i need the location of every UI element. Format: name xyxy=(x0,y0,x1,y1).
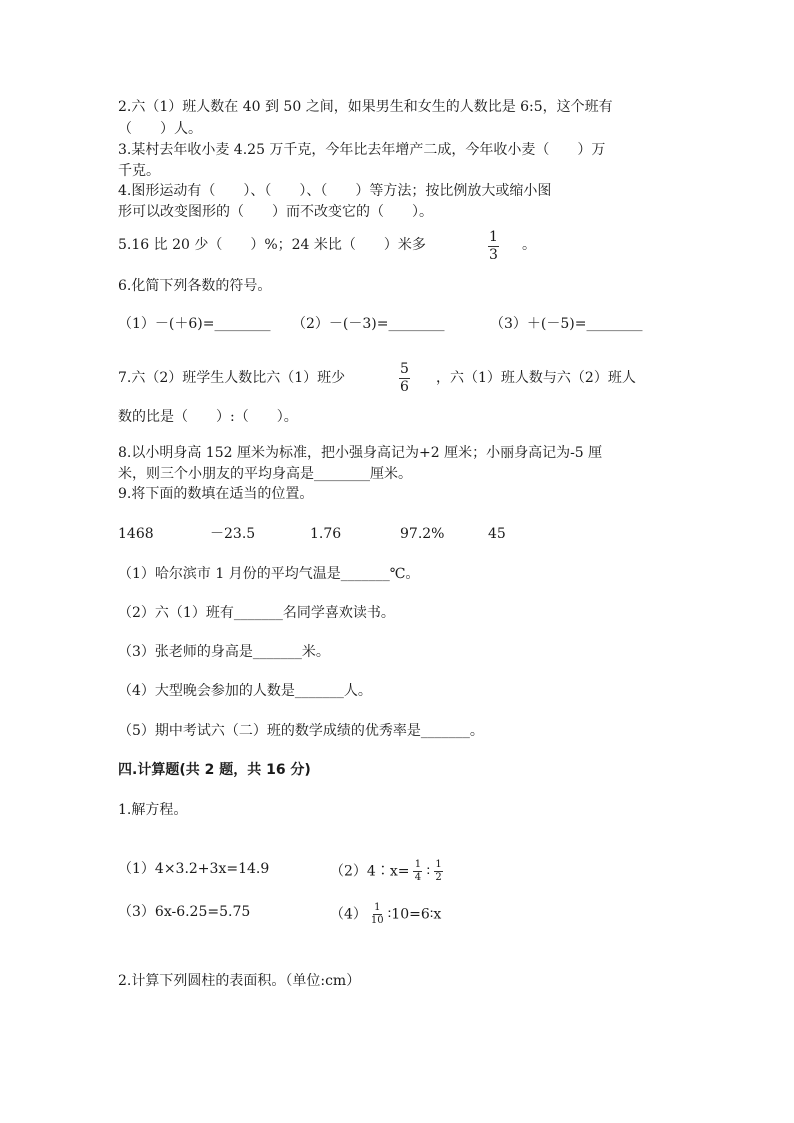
q5-fraction-denominator: 3 xyxy=(489,247,498,263)
eq2-f1-denominator: 4 xyxy=(414,872,422,883)
q6-item2: （2）－(－3)=________ xyxy=(292,316,445,332)
equation-4-suffix: ∶10=6∶x xyxy=(387,906,442,923)
equation-2 xyxy=(330,860,447,883)
equation-1: （1）4×3.2+3x=14.9 xyxy=(118,861,270,877)
q4-line1: 4.图形运动有（ ）、（ ）、（ ）等方法；按比例放大或缩小图 xyxy=(118,183,552,199)
q7-text-after: ，六（1）班人数与六（2）班人 xyxy=(436,370,636,386)
eq4-denominator: 10 xyxy=(370,915,384,926)
equation-4-prefix: （4） xyxy=(330,906,367,923)
eq4-numerator: 1 xyxy=(374,902,381,913)
q6-item1: （1）－(＋6)=________ xyxy=(118,316,271,332)
q7-fraction-denominator: 6 xyxy=(400,379,409,395)
q6-item3: （3）＋(－5)=________ xyxy=(490,316,643,332)
q2-line2: （ ）人。 xyxy=(118,121,202,137)
q9-number-3: 1.76 xyxy=(310,526,342,542)
q6-title: 6.化简下列各数的符号。 xyxy=(118,278,272,294)
q9-number-2: －23.5 xyxy=(210,526,256,542)
equation-2-prefix: （2）4∶x= xyxy=(330,863,410,880)
s4-q1-title: 1.解方程。 xyxy=(118,802,188,818)
q2-line1: 2.六（1）班人数在 40 到 50 之间，如果男生和女生的人数比是 6:5，这个班有 xyxy=(118,99,613,115)
equation-4 xyxy=(330,903,441,926)
q4-line2: 形可以改变图形的（ ）而不改变它的（ ）。 xyxy=(118,204,433,220)
q9-item-1: （1）哈尔滨市 1 月份的平均气温是_______℃。 xyxy=(118,566,420,582)
q7-text-before: 7.六（2）班学生人数比六（1）班少 xyxy=(118,370,346,386)
q9-item-3: （3）张老师的身高是_______米。 xyxy=(118,644,330,660)
eq2-f1-numerator: 1 xyxy=(414,859,422,870)
q5-tail: 。 xyxy=(522,237,536,253)
q9-number-1: 1468 xyxy=(118,526,154,542)
q9-item-2: （2）六（1）班有_______名同学喜欢读书。 xyxy=(118,605,395,621)
q9-number-5: 45 xyxy=(488,526,506,542)
q9-title: 9.将下面的数填在适当的位置。 xyxy=(118,486,314,502)
q5-fraction xyxy=(488,230,499,263)
equation-2-fraction-2 xyxy=(434,860,443,883)
s4-q2-title: 2.计算下列圆柱的表面积。（单位:cm） xyxy=(118,973,361,989)
q9-item-4: （4）大型晚会参加的人数是_______人。 xyxy=(118,683,372,699)
q5-fraction-numerator: 1 xyxy=(489,229,498,245)
q9-number-4: 97.2% xyxy=(400,526,445,542)
equation-3: （3）6x-6.25=5.75 xyxy=(118,904,251,920)
eq2-f2-numerator: 1 xyxy=(435,859,442,870)
q8-line2: 米，则三个小朋友的平均身高是________厘米。 xyxy=(118,466,412,482)
q9-item-5: （5）期中考试六（二）班的数学成绩的优秀率是_______。 xyxy=(118,723,484,739)
eq2-f2-denominator: 2 xyxy=(435,872,442,883)
section4-heading: 四.计算题(共 2 题，共 16 分) xyxy=(118,762,311,778)
q8-line1: 8.以小明身高 152 厘米为标准，把小强身高记为+2 厘米；小丽身高记为-5 厘 xyxy=(118,445,603,461)
q3-line1: 3.某村去年收小麦 4.25 万千克，今年比去年增产二成，今年收小麦（ ）万 xyxy=(118,142,606,158)
equation-2-fraction-1 xyxy=(413,860,422,883)
q7-line2: 数的比是（ ）:（ ）。 xyxy=(118,409,298,425)
equation-2-separator: ∶ xyxy=(426,863,431,880)
q7-fraction-numerator: 5 xyxy=(400,361,409,377)
equation-4-fraction xyxy=(371,903,384,926)
q5-text: 5.16 比 20 少（ ）%；24 米比（ ）米多 xyxy=(118,237,426,253)
q7-fraction xyxy=(399,362,410,395)
q3-line2: 千克。 xyxy=(118,163,160,179)
